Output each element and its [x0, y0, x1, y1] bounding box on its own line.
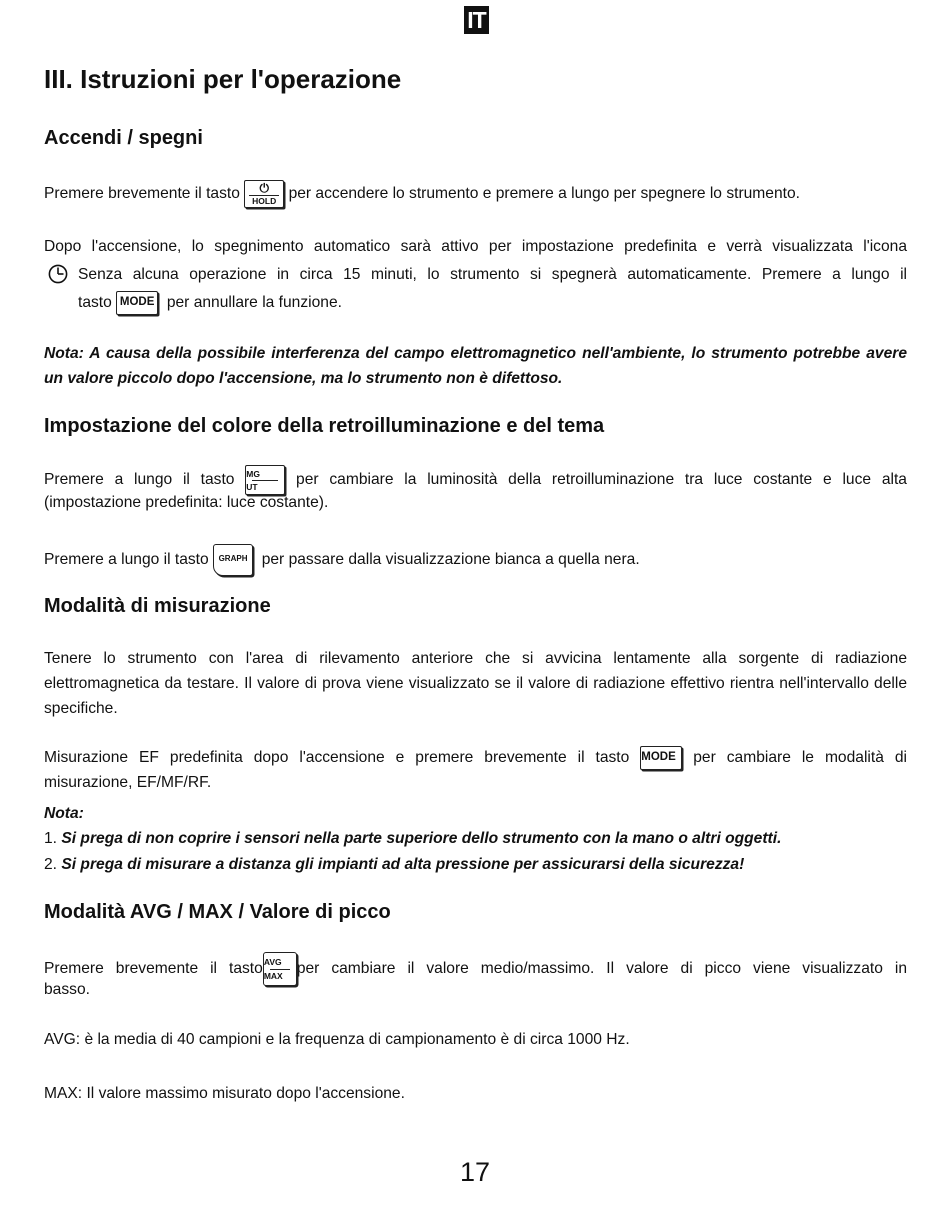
- hold-label: HOLD: [252, 196, 277, 206]
- clock-icon: [48, 264, 68, 284]
- power-hold-key-icon: [244, 180, 284, 208]
- backlight-paragraph-1-line-2: (impostazione predefinita: luce costante).: [44, 494, 329, 511]
- page-number: 17: [459, 1157, 491, 1187]
- backlight-paragraph-2: [44, 544, 907, 576]
- measure-paragraph-2-line-1: [44, 745, 907, 770]
- text: per cambiare il valore medio/massimo. Il valore di picco viene visualizzato in: [296, 960, 907, 978]
- mode-key-icon: MODE: [116, 291, 158, 315]
- text: Premere brevemente il tasto: [44, 185, 240, 203]
- measure-paragraph-1: Tenere lo strumento con l'area di rilevamento anteriore che si avvicina lentamente alla sorgente di radiazione elettromagnetica da testare. Il valore di prova viene visualizzato se il valore di radiazione effettivo rientra nell'intervallo delle specifiche.: [44, 650, 907, 717]
- mode-key-icon: MODE: [640, 746, 682, 770]
- graph-key-icon: GRAPH: [213, 544, 253, 576]
- text: Premere a lungo il tasto: [44, 471, 235, 489]
- note-number: 2.: [44, 856, 58, 873]
- measure-note-label: Nota:: [44, 805, 84, 822]
- power-paragraph-2-line-3: [78, 290, 907, 315]
- note-number: 1.: [44, 830, 58, 847]
- text: per cambiare le modalità di: [693, 749, 907, 766]
- page-title: III. Istruzioni per l'operazione: [44, 64, 402, 94]
- avg-label: AVG: [263, 957, 282, 967]
- measure-note-item: [44, 826, 907, 851]
- language-badge: IT: [464, 6, 489, 34]
- measure-note-item: [44, 852, 907, 877]
- text: tasto: [78, 294, 112, 311]
- ut-label: UT: [246, 482, 258, 492]
- avg-paragraph-3: MAX: Il valore massimo misurato dopo l'accensione.: [44, 1085, 405, 1102]
- note-text: Si prega di misurare a distanza gli impianti ad alta pressione per assicurarsi della sicurezza!: [61, 856, 745, 873]
- power-paragraph-2-line-1: Dopo l'accensione, lo spegnimento automatico sarà attivo per impostazione predefinita e verrà visualizzata l'icona: [44, 238, 907, 255]
- note-text: Si prega di non coprire i sensori nella parte superiore dello strumento con la mano o altri oggetti.: [61, 830, 782, 847]
- section-heading-power: Accendi / spegni: [44, 127, 203, 149]
- text: per passare dalla visualizzazione bianca a quella nera.: [261, 551, 640, 569]
- power-symbol-icon: ⏻: [259, 181, 269, 195]
- section-heading-backlight: Impostazione del colore della retroilluminazione e del tema: [44, 415, 605, 437]
- avg-paragraph-2: AVG: è la media di 40 campioni e la frequenza di campionamento è di circa 1000 Hz.: [44, 1031, 630, 1048]
- text: Misurazione EF predefinita dopo l'accensione e premere brevemente il tasto: [44, 749, 630, 766]
- text: Premere a lungo il tasto: [44, 551, 209, 569]
- section-heading-avg-max: Modalità AVG / MAX / Valore di picco: [44, 901, 391, 923]
- section-heading-measure: Modalità di misurazione: [44, 595, 271, 617]
- power-paragraph-2-line-2: Senza alcuna operazione in circa 15 minuti, lo strumento si spegnerà automaticamente. Premere a lungo il: [78, 266, 907, 283]
- text: per accendere lo strumento e premere a lungo per spegnere lo strumento.: [288, 185, 800, 203]
- text: per annullare la funzione.: [166, 294, 342, 311]
- avg-paragraph-1-line-2: basso.: [44, 981, 90, 998]
- text: Premere brevemente il tasto: [44, 960, 263, 978]
- power-note: Nota: A causa della possibile interferenza del campo elettromagnetico nell'ambiente, lo strumento potrebbe avere un valore piccolo dopo l'accensione, ma lo strumento non è difettoso.: [44, 345, 907, 387]
- power-paragraph-1: [44, 180, 907, 208]
- measure-paragraph-2-line-2: misurazione, EF/MF/RF.: [44, 774, 212, 791]
- text: per cambiare la luminosità della retroilluminazione tra luce costante e luce alta: [296, 471, 907, 489]
- mg-label: MG: [246, 469, 260, 479]
- max-label: MAX: [263, 971, 283, 981]
